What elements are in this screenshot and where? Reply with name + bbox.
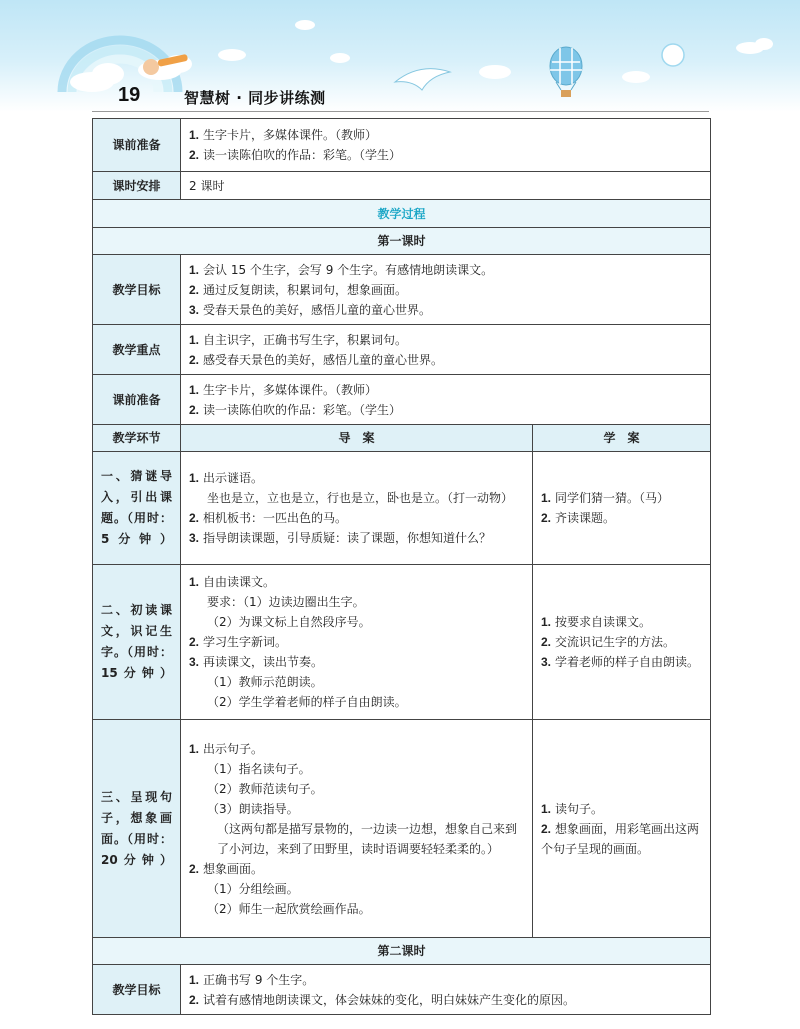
row-content: 1. 生字卡片，多媒体课件。（教师） 2. 读一读陈伯吹的作品：彩笔。（学生） <box>181 119 711 172</box>
book-title: 智慧树 · 同步讲练测 <box>184 89 326 107</box>
table-row <box>93 565 711 720</box>
sun-icon <box>662 44 684 66</box>
guide-cell: 1. 出示谜语。 坐也是立，立也是立，行也是立，卧也是立。（打一动物） 2. 相机板书：一匹出色的马。 3. 指导朗读课题，引导质疑：读了课题，你想知道什么？ <box>181 452 533 565</box>
schedule-value: 2 课时 <box>181 172 711 200</box>
row-label: 教学目标 <box>93 965 181 1015</box>
stage-label: 二、初读课文，识记生字。（用时：15分钟） <box>93 565 181 720</box>
row-label: 教学重点 <box>93 325 181 375</box>
study-cell: 1. 同学们猜一猜。（马） 2. 齐读课题。 <box>533 452 711 565</box>
table-row <box>93 172 711 200</box>
row-content: 1. 自主识字，正确书写生字，积累词句。 2. 感受春天景色的美好，感悟儿童的童心世界。 <box>181 325 711 375</box>
table-row <box>93 425 711 452</box>
row-content: 1. 会认 15 个生字，会写 9 个生字。有感情地朗读课文。 2. 通过反复朗读，积累词句，想象画面。 3. 受春天景色的美好，感悟儿童的童心世界。 <box>181 255 711 325</box>
study-cell: 1. 读句子。 2. 想象画面，用彩笔画出这两个句子呈现的画面。 <box>533 720 711 938</box>
table-row <box>93 325 711 375</box>
row-label: 教学目标 <box>93 255 181 325</box>
lesson-title: 第二课时 <box>93 938 711 965</box>
table-row <box>93 200 711 228</box>
row-label: 课时安排 <box>93 172 181 200</box>
table-row <box>93 452 711 565</box>
column-header-study: 学 案 <box>533 425 711 452</box>
row-content: 1. 正确书写 9 个生字。 2. 试着有感情地朗读课文，体会妹妹的变化，明白妹妹产生变化的原因。 <box>181 965 711 1015</box>
bird-icon <box>395 69 450 90</box>
section-title: 教学过程 <box>93 200 711 228</box>
table-row <box>93 938 711 965</box>
table-row <box>93 119 711 172</box>
table-row <box>93 255 711 325</box>
column-header-stage: 教学环节 <box>93 425 181 452</box>
header-divider <box>92 111 709 112</box>
row-label: 课前准备 <box>93 375 181 425</box>
table-row <box>93 228 711 255</box>
stage-label: 一、猜谜导入，引出课题。（用时：5分钟） <box>93 452 181 565</box>
guide-cell: 1. 自由读课文。 要求：（1）边读边圈出生字。 （2）为课文标上自然段序号。 2. 学习生字新词。 3. 再读课文，读出节奏。 （1）教师示范朗读。 （2）学生学着老师的样子自由朗读。 <box>181 565 533 720</box>
hot-air-balloon-icon <box>550 47 582 97</box>
table-row <box>93 375 711 425</box>
page-number: 19 <box>118 84 141 106</box>
guide-cell: 1. 出示句子。 （1）指名读句子。 （2）教师范读句子。 （3）朗读指导。 （这两句都是描写景物的，一边读一边想，想象自己来到了小河边，来到了田野里，读时语调要轻轻柔柔的。） 2. 想象画面。 （1）分组绘画。 （2）师生一起欣赏绘画作品。 <box>181 720 533 938</box>
row-content: 1. 生字卡片，多媒体课件。（教师） 2. 读一读陈伯吹的作品：彩笔。（学生） <box>181 375 711 425</box>
column-header-guide: 导 案 <box>181 425 533 452</box>
lesson-plan-table <box>92 118 711 1015</box>
table-row <box>93 965 711 1015</box>
study-cell: 1. 按要求自读课文。 2. 交流识记生字的方法。 3. 学着老师的样子自由朗读。 <box>533 565 711 720</box>
stage-label: 三、呈现句子，想象画面。（用时：20分钟） <box>93 720 181 938</box>
lesson-title: 第一课时 <box>93 228 711 255</box>
table-row <box>93 720 711 938</box>
row-label: 课前准备 <box>93 119 181 172</box>
